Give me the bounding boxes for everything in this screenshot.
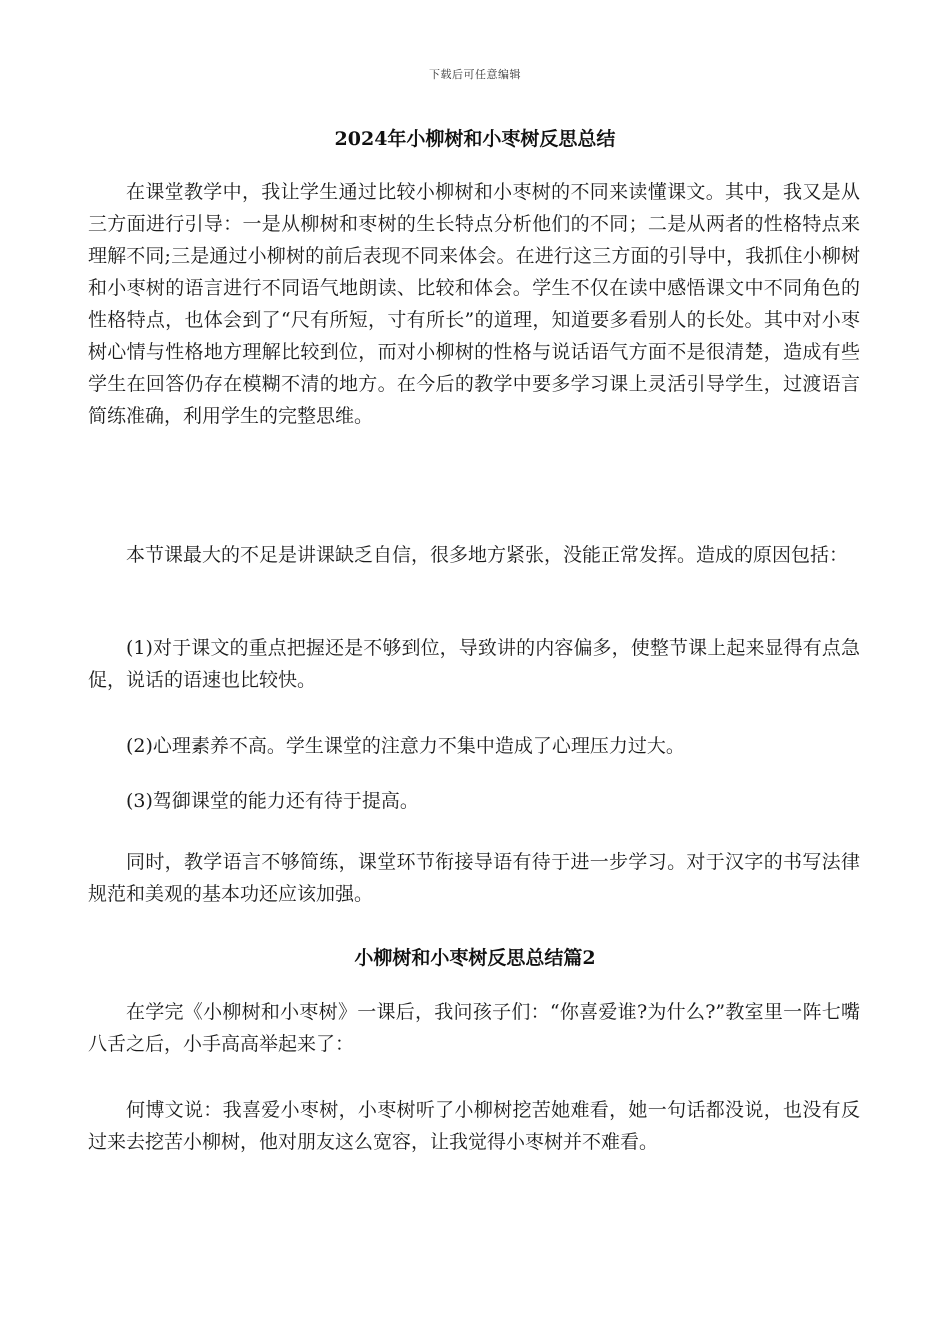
section-1-list-item-3: (3)驾御课堂的能力还有待于提高。 [126, 790, 419, 812]
page-header-note: 下载后可任意编辑 [429, 68, 521, 81]
section-1-paragraph-3: 同时，教学语言不够简练，课堂环节衔接导语有待于进一步学习。对于汉字的书写法律规范和美观的基本功还应该加强。 [88, 851, 860, 905]
section-1-list-item-2: (2)心理素养不高。学生课堂的注意力不集中造成了心理压力过大。 [126, 735, 685, 757]
section-1-paragraph-2: 本节课最大的不足是讲课缺乏自信，很多地方紧张，没能正常发挥。造成的原因包括： [126, 544, 849, 566]
section-2-title: 小柳树和小枣树反思总结篇2 [354, 947, 596, 969]
section-1-title: 2024年小柳树和小枣树反思总结 [334, 128, 616, 150]
section-2-paragraph-1: 在学完《小柳树和小枣树》一课后，我问孩子们：“你喜爱谁?为什么?”教室里一阵七嘴八舌之后，小手高高举起来了： [88, 1001, 860, 1055]
section-2-paragraph-2: 何博文说：我喜爱小枣树，小枣树听了小柳树挖苦她难看，她一句话都没说，也没有反过来去挖苦小柳树，他对朋友这么宽容，让我觉得小枣树并不难看。 [88, 1099, 860, 1153]
section-1-list-item-1: (1)对于课文的重点把握还是不够到位，导致讲的内容偏多，使整节课上起来显得有点急促，说话的语速也比较快。 [88, 637, 860, 691]
section-1-paragraph-1: 在课堂教学中，我让学生通过比较小柳树和小枣树的不同来读懂课文。其中，我又是从三方面进行引导：一是从柳树和枣树的生长特点分析他们的不同；二是从两者的性格特点来理解不同;三是通过小柳树的前后表现不同来体会。在进行这三方面的引导中，我抓住小柳树和小枣树的语言进行不同语气地朗读、比较和体会。学生不仅在读中感悟课文中不同角色的性格特点，也体会到了“尺有所短，寸有所长”的道理，知道要多看别人的长处。其中对小枣树心情与性格地方理解比较到位，而对小柳树的性格与说话语气方面不是很清楚，造成有些学生在回答仍存在模糊不清的地方。在今后的教学中要多学习课上灵活引导学生，过渡语言简练准确，利用学生的完整思维。 [88, 181, 860, 427]
